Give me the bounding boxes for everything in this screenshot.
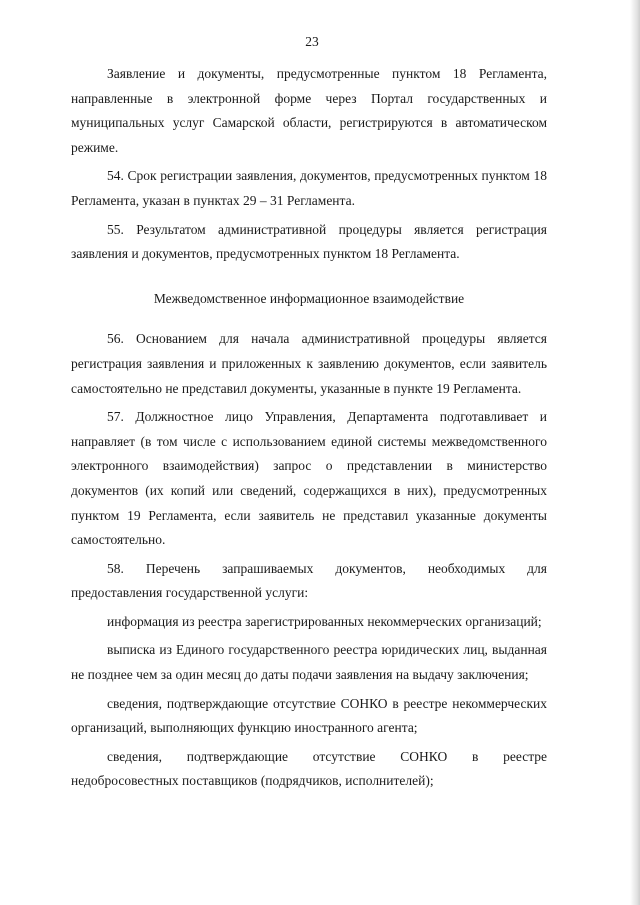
- page-edge-shadow: [630, 0, 640, 905]
- paragraph-57: 57. Должностное лицо Управления, Департамента подготавливает и направляет (в том числе с использованием единой системы межведомственного электронного взаимодействия) запрос о представлении в министерство документов (их копий или сведений, содержащихся в них), предусмотренных пунктом 19 Регламента, если заявитель не представил указанные документы самостоятельно.: [71, 409, 547, 548]
- list-item-registry-nko: информация из реестра зарегистрированных некоммерческих организаций;: [107, 613, 542, 629]
- paragraph-55: 55. Результатом административной процедуры является регистрация заявления и документов, предусмотренных пунктом 18 Регламента.: [71, 221, 547, 262]
- page-number: 23: [305, 34, 319, 49]
- document-body: [71, 62, 547, 794]
- list-item-foreign-agent-registry: сведения, подтверждающие отсутствие СОНКО в реестре некоммерческих организаций, выполняющих функцию иностранного агента;: [71, 695, 547, 736]
- paragraph-54: 54. Срок регистрации заявления, документов, предусмотренных пунктом 18 Регламента, указан в пунктах 29 – 31 Регламента.: [71, 168, 547, 208]
- section-heading: Межведомственное информационное взаимодействие: [153, 290, 465, 306]
- list-item-egrul-extract: выписка из Единого государственного реестра юридических лиц, выданная не позднее чем за один месяц до даты подачи заявления на выдачу заключения;: [71, 642, 547, 683]
- list-item-unscrupulous-suppliers-registry: сведения, подтверждающие отсутствие СОНКО в реестре недобросовестных поставщиков (подрядчиков, исполнителей);: [71, 748, 547, 789]
- paragraph-registration-auto: Заявление и документы, предусмотренные пунктом 18 Регламента, направленные в электронной форме через Портал государственных и муниципальных услуг Самарской области, регистрируются в автоматическом режиме.: [71, 66, 547, 155]
- paragraph-56: 56. Основанием для начала административной процедуры является регистрация заявления и приложенных к заявлению документов, если заявитель самостоятельно не представил документы, указанные в пункте 19 Регламента.: [71, 331, 547, 396]
- paragraph-58: 58. Перечень запрашиваемых документов, необходимых для предоставления государственной услуги:: [71, 560, 547, 601]
